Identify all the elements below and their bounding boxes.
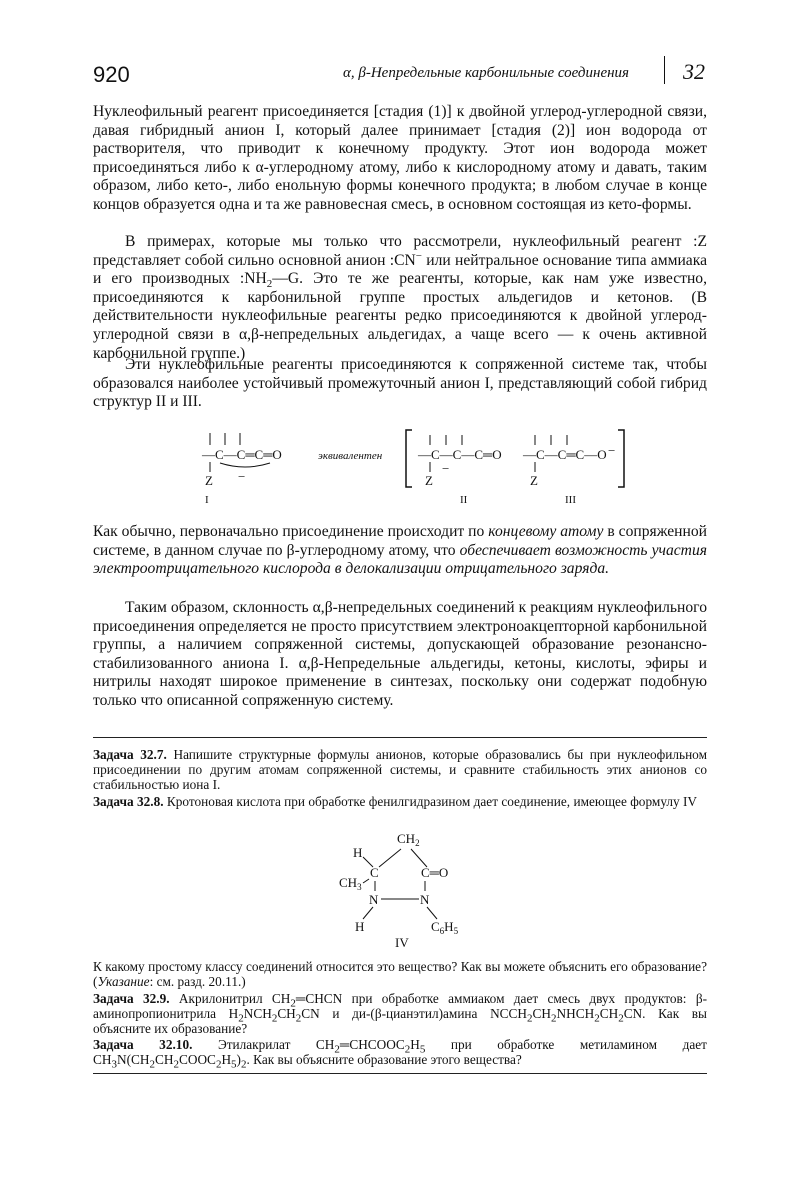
- header-divider: [664, 56, 665, 84]
- task-32-7-text: Напишите структурные формулы анионов, которые образовались бы при нуклеофильном присоединении по другим атомам сопряженной системы, и сравните стабильность этих анионов со стабильностью иона I.: [93, 747, 707, 793]
- equivalent-label: эквивалентен: [318, 450, 383, 462]
- paragraph-5: [93, 599, 707, 711]
- left-bracket: [406, 430, 412, 487]
- page-header: [93, 56, 713, 96]
- struct-label-iii: III: [565, 494, 576, 505]
- section-divider-bottom: [93, 1073, 707, 1074]
- task-32-7: [93, 747, 707, 793]
- paragraph-4-part-b: в сопряженной системе, в данном случае по β-углеродному атому, что: [93, 523, 708, 559]
- delocalization-brace: [220, 463, 270, 467]
- iv-phenyl: $C_6H_5$: [431, 919, 459, 936]
- section-divider-top: [93, 737, 707, 738]
- struct-ii-z: Z: [425, 473, 433, 488]
- iv-n1: N: [369, 892, 379, 907]
- task-32-9: Задача 32.9. Акрилонитрил $CH_2═CHCN$ при обработке аммиаком дает смесь двух продуктов: β-аминопропионитрила $H_2NCH_2CH_2CN$ и ди-(β-цианэтил)амина $NCCH_2CH_2NHCH_2CH_2CN$. Как вы объясните их образование?: [93, 991, 708, 1037]
- running-title: α, β-Непредельные карбонильные соединения: [343, 65, 630, 81]
- struct-i-chain: —C—C═C═O: [202, 447, 282, 462]
- task-32-8-ref: : см. разд. 20.11.): [149, 974, 246, 990]
- struct-i-minus: −: [238, 469, 246, 484]
- paragraph-2-part-b: или нейтральное основание типа аммиака и его производных :NH: [93, 251, 707, 288]
- task-32-7-label: Задача 32.7.: [93, 747, 167, 762]
- struct-iii-minus: −: [608, 443, 616, 458]
- task-32-8: [93, 794, 707, 809]
- terminal-atom-emphasis: концевому атому: [488, 523, 604, 540]
- iv-bond-ch3-c: [363, 879, 369, 883]
- task-32-8-text: Кротоновая кислота при обработке фенилгидразином дает соединение, имеющее формулу IV: [163, 794, 698, 809]
- task-32-8-hint: Указание: [97, 974, 150, 990]
- chapter-number: 32: [683, 59, 705, 84]
- resonance-structures: [190, 425, 640, 505]
- cn-charge: −: [415, 249, 422, 262]
- task-32-10-label: Задача 32.10.: [93, 1037, 193, 1052]
- iv-co: C═O: [421, 865, 449, 880]
- iv-n2: N: [420, 892, 430, 907]
- paragraph-5-text: Таким образом, склонность α,β-непредельных соединений к реакциям нуклеофильного присоединения определяется не просто присутствием электроноакцепторной карбонильной группы, а наличием сопряженной системы, допускающей образование резонансно-стабилизованного аниона I. α,β-Непредельные альдегиды, кетоны, кислоты, эфиры и нитрилы находят широкое применение в синтезах, поскольку они содержат подобную только что описанной сопряженную систему.: [93, 599, 707, 709]
- struct-ii-chain: —C—C—C═O: [418, 447, 502, 462]
- paragraph-2-part-c: —G. Это те же реагенты, которые, как нам уже известно, присоединяются к карбонильной группе простых альдегидов и кетонов. (В действительности нуклеофильные реагенты редко присоединяются к двойной углерод-углеродной связи в α,β-непредельных альдегидах, а чаще всего — к очень активной карбонильной группе.): [93, 270, 707, 362]
- task-32-8-label: Задача 32.8.: [93, 794, 164, 809]
- paragraph-2: [93, 233, 707, 363]
- page-number: 920: [93, 62, 130, 87]
- paragraph-4-part-a: Как обычно, первоначально присоединение происходит по: [93, 523, 489, 540]
- struct-iii-z: Z: [530, 473, 538, 488]
- iv-c: C: [370, 865, 379, 880]
- iv-bond-n-h: [363, 907, 373, 919]
- iv-ch2: $CH_2$: [397, 831, 420, 848]
- task-32-10: Задача 32.10. Этилакрилат $CH_2═CHCOOC_2H_5$ при обработке метиламином дает $CH_3N(CH_2CH_2COOC_2H_5)_2$. Как вы объясните образование этого вещества?: [93, 1037, 707, 1071]
- struct-i-z: Z: [205, 473, 213, 488]
- struct-label-i: I: [205, 494, 209, 505]
- structure-iv: [335, 825, 475, 950]
- nh2-subscript: 2: [266, 278, 273, 291]
- right-bracket: [618, 430, 624, 487]
- struct-iii-chain: —C—C═C—O: [523, 447, 607, 462]
- struct-ii-minus: −: [442, 461, 450, 476]
- delocalization-emphasis: обеспечивает возможность участия электроотрицательного кислорода в делокализации отрицательного заряда.: [93, 541, 707, 578]
- struct-label-ii: II: [460, 494, 468, 505]
- iv-nh: H: [355, 919, 365, 934]
- iv-ch3: $CH_3$: [339, 875, 362, 892]
- paragraph-4: [93, 523, 707, 579]
- paragraph-3: [93, 356, 707, 412]
- iv-bond-n-ph: [427, 907, 437, 919]
- task-32-8-question-text: К какому простому классу соединений относится это вещество? Как вы можете объяснить его образование? (: [93, 959, 707, 990]
- paragraph-3-text: Эти нуклеофильные реагенты присоединяются к сопряженной системе так, чтобы образовался наиболее устойчивый промежуточный анион I, представляющий собой гибрид структур II и III.: [93, 356, 707, 411]
- paragraph-2-part-a: В примерах, которые мы только что рассмотрели, нуклеофильный реагент :Z представляет собой сильно основной анион :CN: [93, 233, 707, 269]
- iv-h: H: [353, 845, 363, 860]
- paragraph-1: [93, 103, 707, 215]
- task-32-9-label: Задача 32.9.: [93, 991, 170, 1006]
- task-32-8-question: [93, 959, 707, 989]
- iv-bond-ch2-c: [379, 849, 401, 867]
- iv-label: IV: [395, 935, 409, 950]
- paragraph-1-text: Нуклеофильный реагент присоединяется [стадия (1)] к двойной углерод-углеродной связи, давая гибридный анион I, который далее принимает [стадия (2)] ион водорода от растворителя, что приводит к конечному продукту. Этот ион водорода может присоединяться либо к α-углеродному атому, либо к кислородному атому и давать, таким образом, либо кето-, либо енольную формы конечного продукта; в любом случае в конце концов образуется одна и та же равновесная смесь, в основном состоящая из кето-формы.: [93, 103, 707, 213]
